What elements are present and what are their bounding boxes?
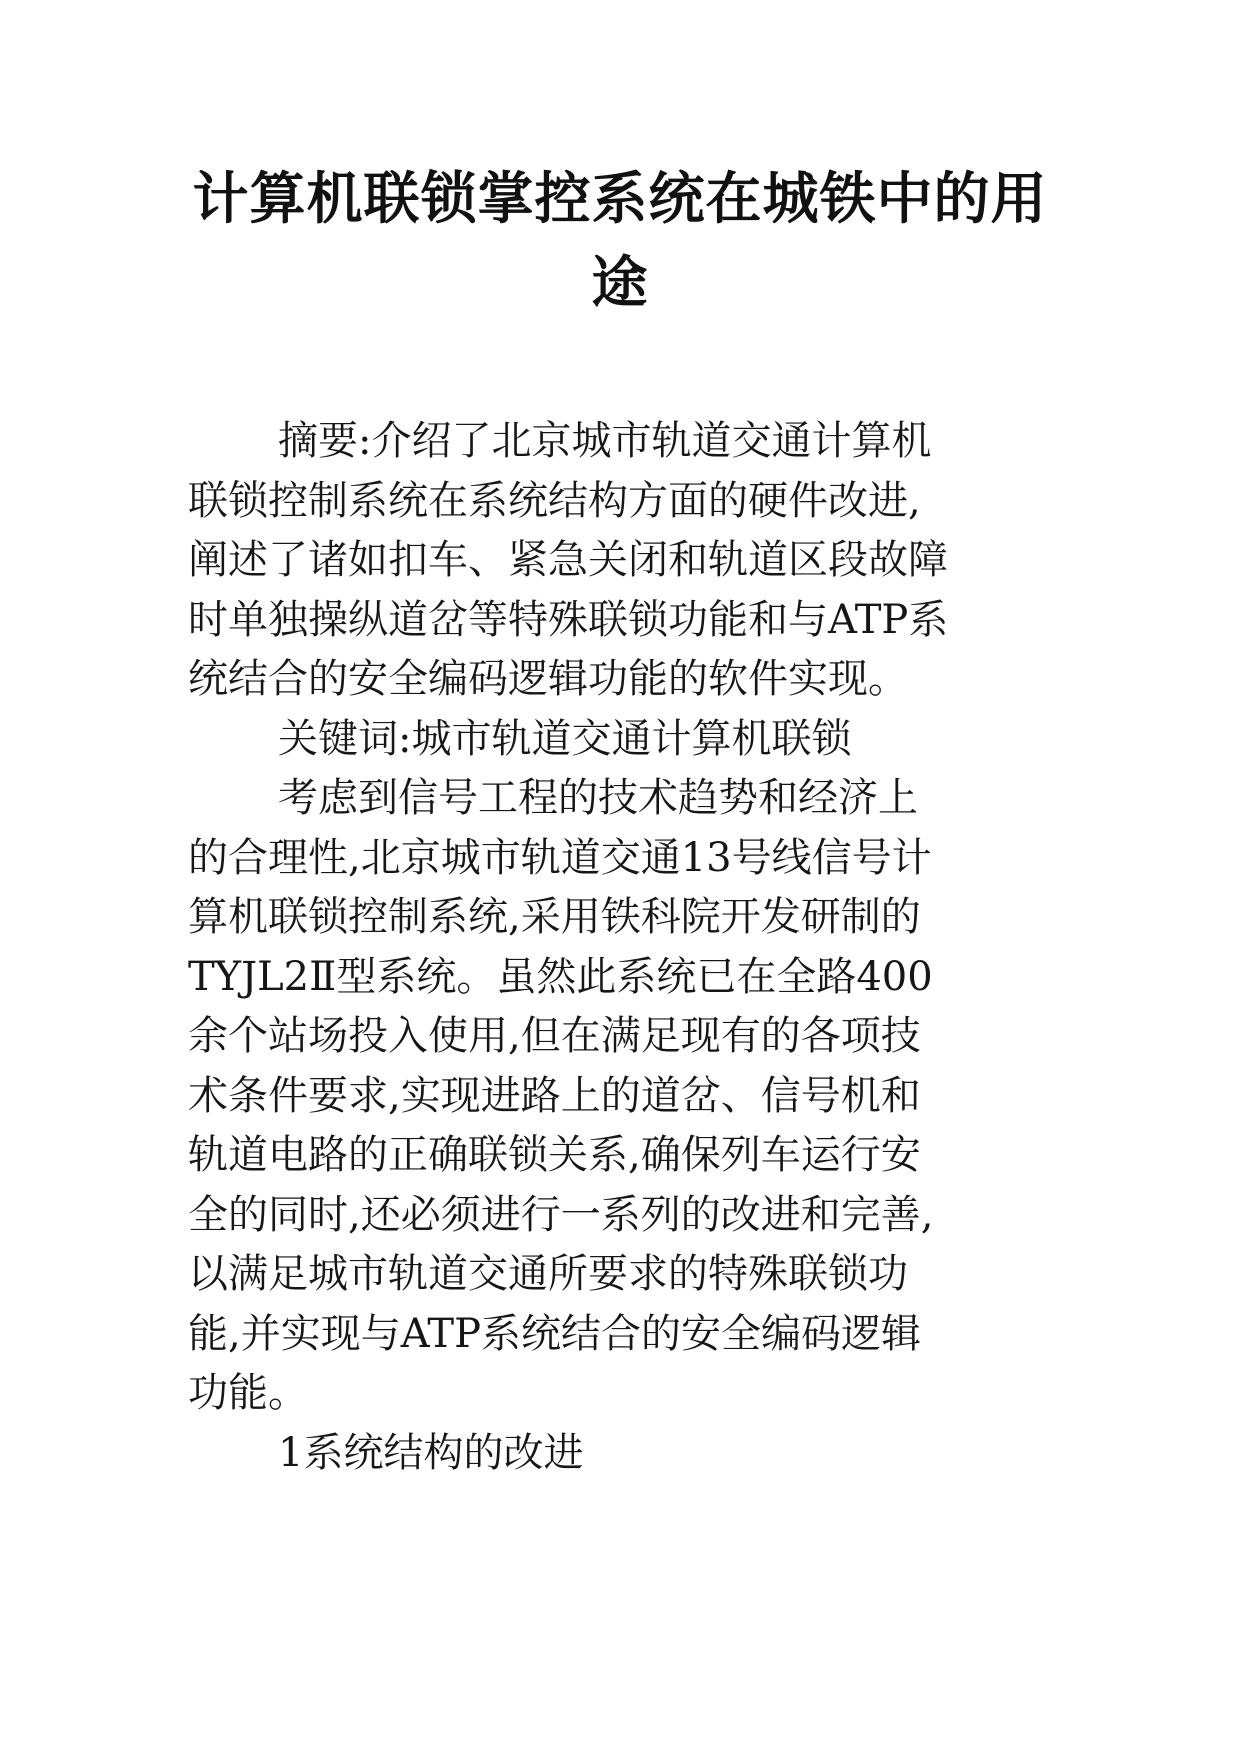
paragraph-line: TYJL2Ⅱ型系统。虽然此系统已在全路400 bbox=[188, 953, 933, 1000]
keywords-line: 关键词:城市轨道交通计算机联锁 bbox=[278, 715, 852, 762]
abstract-line: 联锁控制系统在系统结构方面的硬件改进, bbox=[188, 477, 921, 524]
abstract-line: 摘要:介绍了北京城市轨道交通计算机 bbox=[278, 418, 932, 464]
paragraph-line: 算机联锁控制系统,采用铁科院开发研制的 bbox=[188, 894, 921, 940]
document-title: 计算机联锁掌控系统在城铁中的用途 bbox=[192, 167, 1048, 316]
paragraph-line: 以满足城市轨道交通所要求的特殊联锁功 bbox=[188, 1251, 908, 1297]
paragraph-line: 考虑到信号工程的技术趋势和经济上 bbox=[278, 775, 918, 821]
paragraph-line: 的合理性,北京城市轨道交通13号线信号计 bbox=[188, 834, 932, 881]
paragraph-line: 轨道电路的正确联锁关系,确保列车运行安 bbox=[188, 1132, 921, 1178]
abstract-line: 阐述了诸如扣车、紧急关闭和轨道区段故障 bbox=[188, 537, 948, 583]
paragraph-line: 全的同时,还必须进行一系列的改进和完善, bbox=[188, 1191, 934, 1238]
paragraph-line: 术条件要求,实现进路上的道岔、信号机和 bbox=[188, 1072, 921, 1119]
document-body bbox=[188, 412, 1068, 1483]
abstract-line: 统结合的安全编码逻辑功能的软件实现。 bbox=[188, 656, 908, 702]
abstract-line: 时单独操纵道岔等特殊联锁功能和与ATP系 bbox=[188, 596, 949, 643]
paragraph-line: 功能。 bbox=[188, 1370, 308, 1416]
section-heading: 1系统结构的改进 bbox=[278, 1429, 584, 1476]
paragraph-line: 余个站场投入使用,但在满足现有的各项技 bbox=[188, 1013, 921, 1059]
paragraph-line: 能,并实现与ATP系统结合的安全编码逻辑 bbox=[188, 1310, 922, 1357]
